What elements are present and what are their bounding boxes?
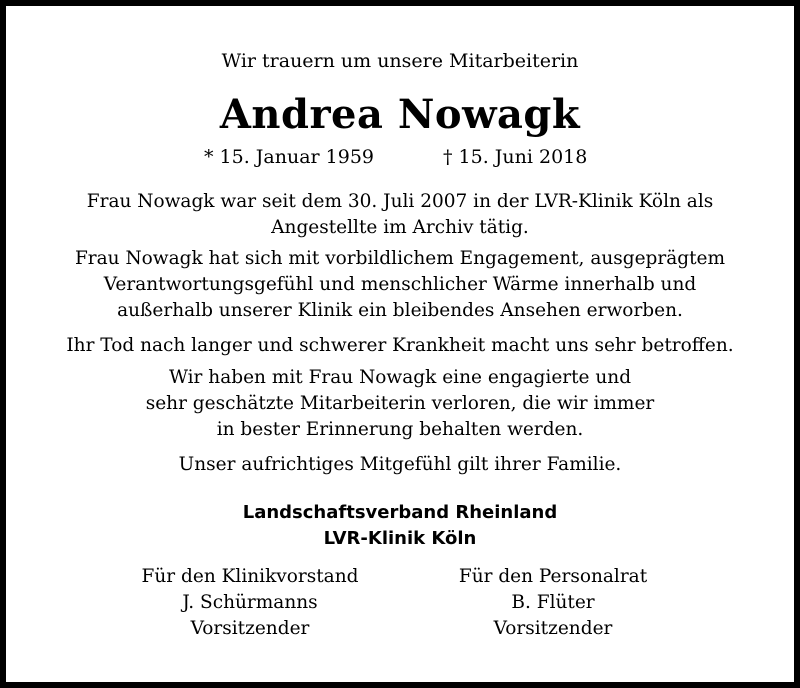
signature-name: B. Flüter bbox=[511, 592, 595, 613]
text-line: Frau Nowagk war seit dem 30. Juli 2007 in der LVR-Klinik Köln als bbox=[86, 191, 714, 212]
text-line: Frau Nowagk hat sich mit vorbildlichem Engagement, ausgeprägtem bbox=[74, 248, 726, 269]
paragraph-employment bbox=[0, 189, 800, 241]
signature-name: J. Schürmanns bbox=[182, 592, 318, 613]
intro-line: Wir trauern um unsere Mitarbeiterin bbox=[221, 50, 579, 72]
signature-role: Für den Klinikvorstand bbox=[141, 566, 359, 587]
signature-personalrat bbox=[393, 564, 713, 642]
text-line: Verantwortungsgefühl und menschlicher Wärme innerhalb und bbox=[103, 274, 697, 295]
text-line: sehr geschätzte Mitarbeiterin verloren, die wir immer bbox=[145, 393, 655, 414]
text-line: Angestellte im Archiv tätig. bbox=[271, 217, 529, 238]
birth-date: * 15. Januar 1959 bbox=[204, 146, 375, 168]
signature-role: Für den Personalrat bbox=[458, 566, 648, 587]
paragraph-engagement bbox=[0, 246, 800, 324]
death-date: † 15. Juni 2018 bbox=[443, 146, 588, 168]
text-line: in bester Erinnerung behalten werden. bbox=[216, 419, 584, 440]
paragraph-illness bbox=[0, 333, 800, 359]
text-line: Ihr Tod nach langer und schwerer Krankheit macht uns sehr betroffen. bbox=[66, 335, 734, 356]
text-line: Wir haben mit Frau Nowagk eine engagierte und bbox=[168, 367, 632, 388]
deceased-name: Andrea Nowagk bbox=[219, 91, 581, 138]
paragraph-condolence bbox=[0, 452, 800, 478]
organization-name: Landschaftsverband Rheinland bbox=[242, 502, 558, 523]
text-line: außerhalb unserer Klinik ein bleibendes Ansehen erworben. bbox=[117, 300, 683, 321]
paragraph-memory bbox=[0, 365, 800, 443]
signature-klinikvorstand bbox=[90, 564, 410, 642]
text-line: Unser aufrichtiges Mitgefühl gilt ihrer Familie. bbox=[178, 454, 622, 475]
signature-title: Vorsitzender bbox=[190, 618, 310, 639]
signature-title: Vorsitzender bbox=[493, 618, 613, 639]
clinic-name: LVR-Klinik Köln bbox=[323, 528, 477, 549]
